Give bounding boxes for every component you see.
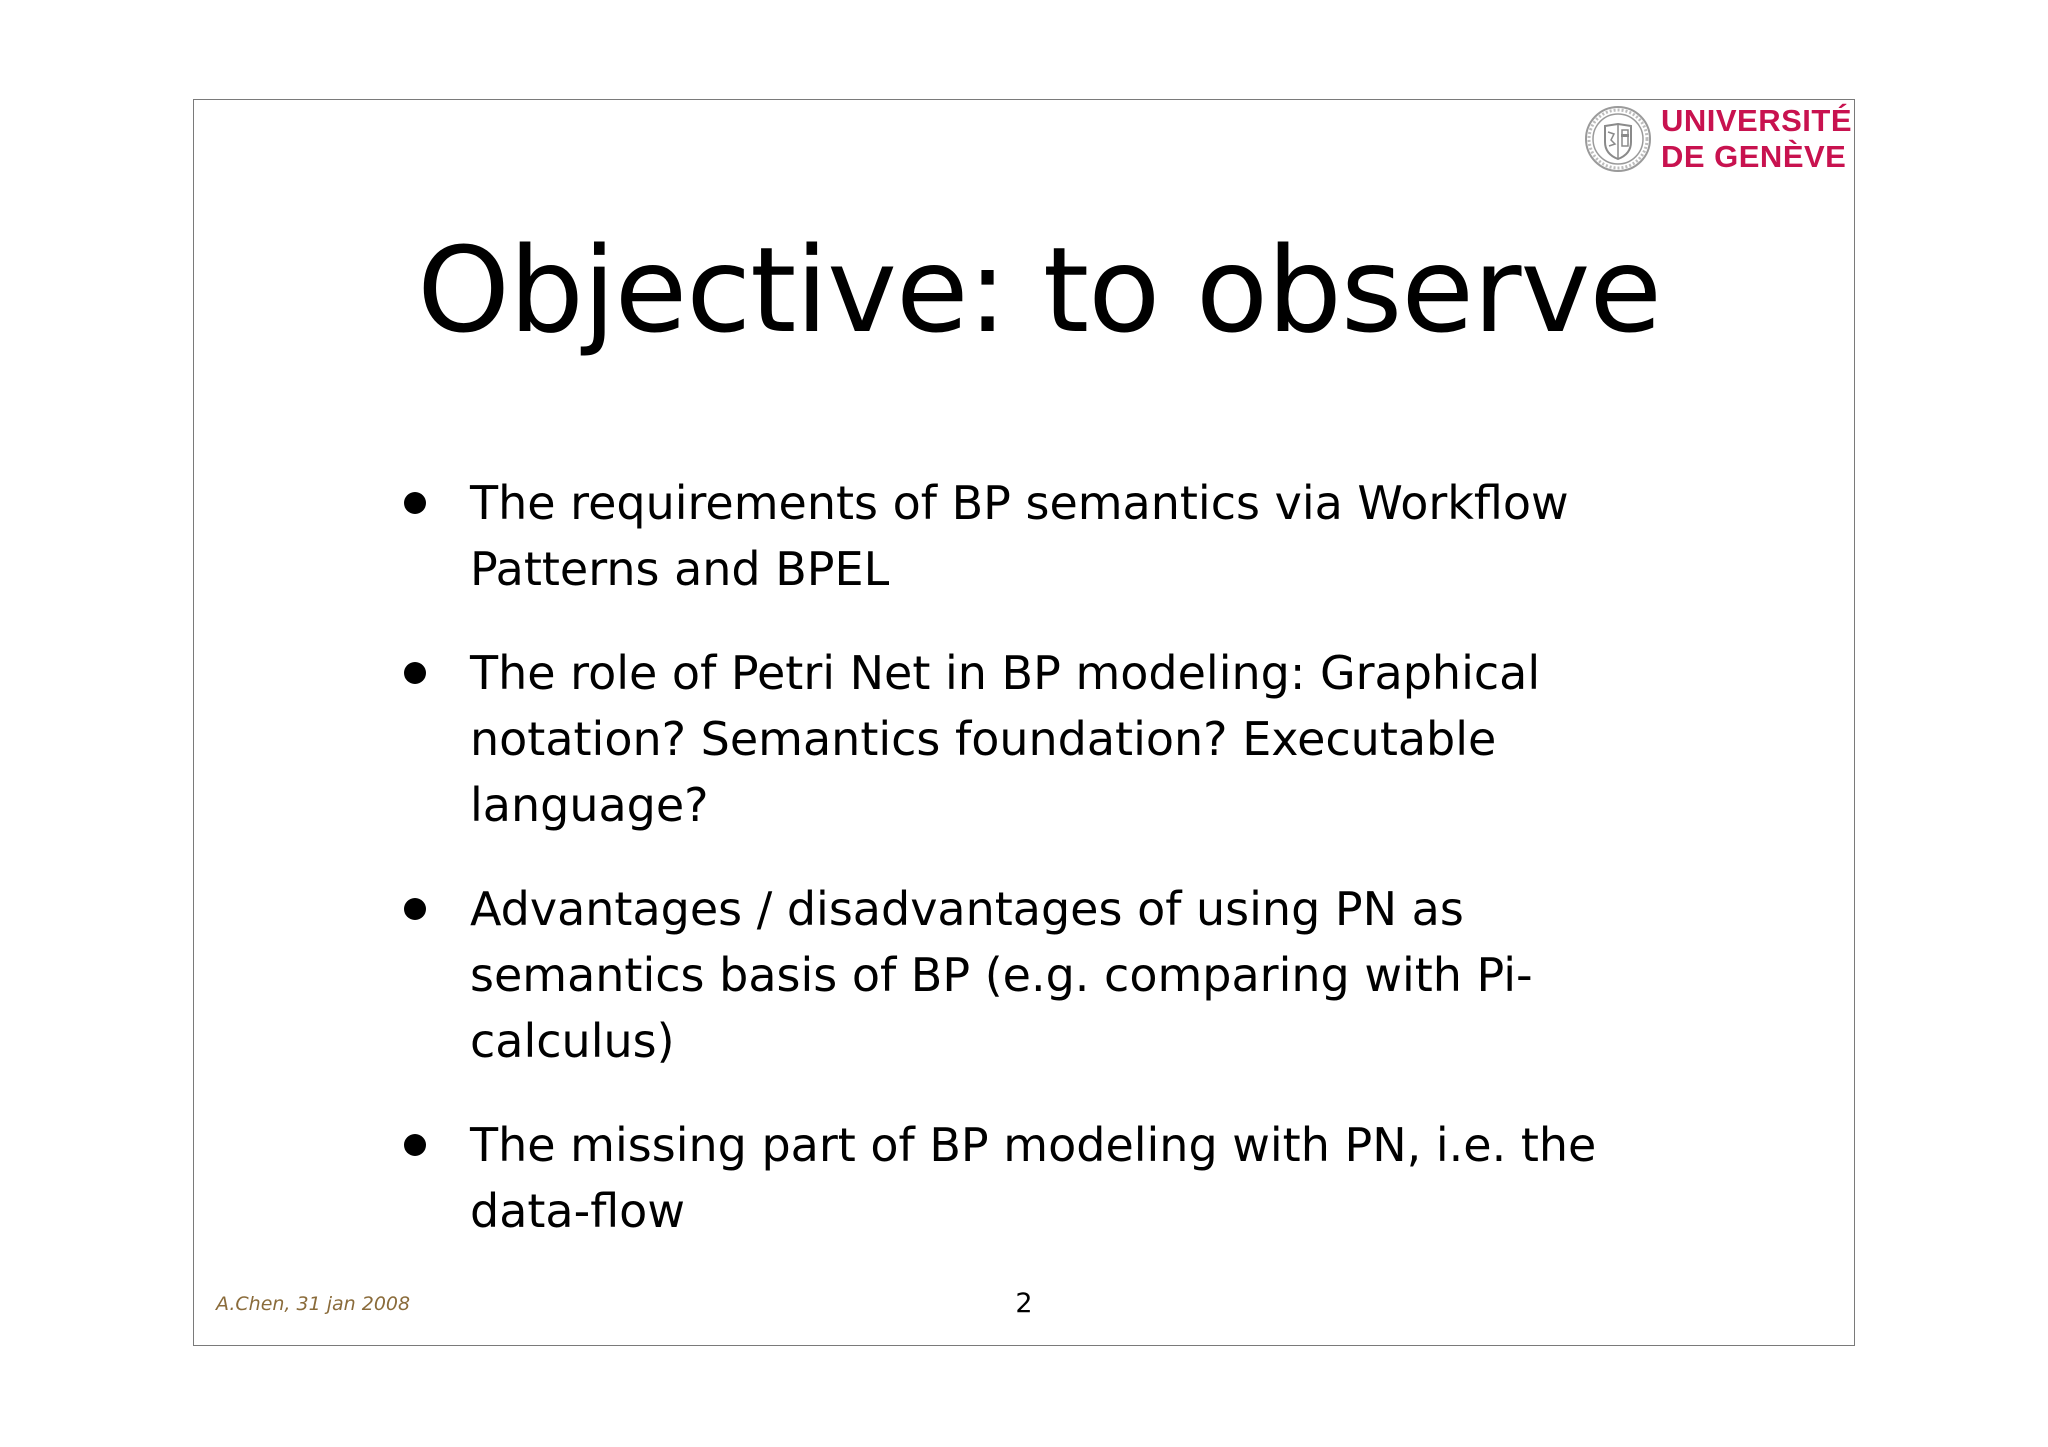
bullet-item	[404, 640, 1704, 838]
bullet-text: The requirements of BP semantics via Workflow Patterns and BPEL	[470, 476, 1569, 596]
slide-title: Objective: to observe	[417, 221, 1661, 359]
university-name	[1661, 103, 1852, 175]
bullet-text: The missing part of BP modeling with PN, i.e. the data-flow	[470, 1118, 1597, 1238]
bullet-item	[404, 1112, 1704, 1244]
bullet-dot-icon	[404, 1134, 426, 1156]
bullet-text: Advantages / disadvantages of using PN as semantics basis of BP (e.g. comparing with Pi-calculus)	[470, 882, 1533, 1068]
bullet-dot-icon	[404, 662, 426, 684]
bullet-dot-icon	[404, 898, 426, 920]
bullet-item	[404, 470, 1704, 602]
slide	[193, 99, 1855, 1346]
university-logo	[1583, 103, 1852, 175]
university-name-line2: DE GENÈVE	[1660, 139, 1847, 174]
bullet-text: The role of Petri Net in BP modeling: Graphical notation? Semantics foundation? Executable language?	[470, 646, 1541, 832]
geneva-seal-icon	[1583, 104, 1653, 174]
bullet-item	[404, 876, 1704, 1074]
bullet-list	[404, 470, 1704, 1282]
page-number: 2	[1015, 1288, 1033, 1319]
bullet-dot-icon	[404, 492, 426, 514]
university-name-line1: UNIVERSITÉ	[1660, 103, 1852, 138]
footer-author-date: A.Chen, 31 jan 2008	[216, 1293, 411, 1315]
